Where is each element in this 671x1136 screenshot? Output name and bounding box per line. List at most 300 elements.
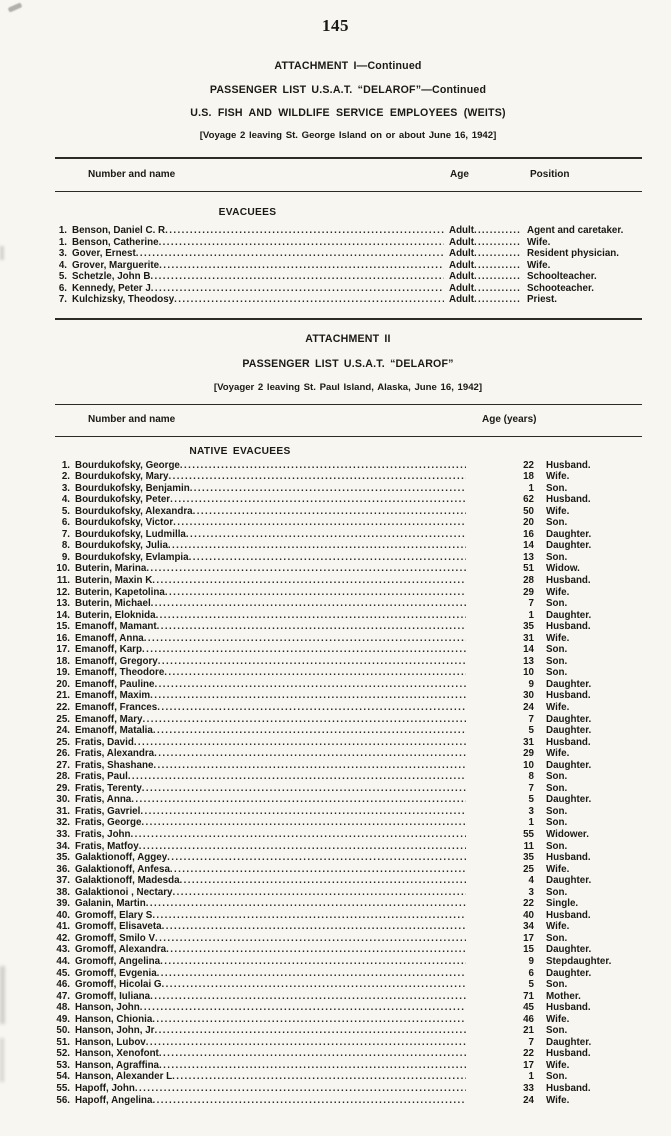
- age-value: Adult: [449, 259, 475, 271]
- position-value: Wife.: [527, 236, 551, 248]
- name-cell: [70, 1083, 466, 1095]
- age-value: 29: [523, 748, 534, 760]
- dot-leader: [157, 702, 466, 714]
- row-number: 30.: [56, 794, 70, 806]
- passenger-name: Fratis, Paul: [75, 771, 128, 783]
- name-cell: [70, 806, 466, 818]
- dot-leader: [157, 621, 466, 633]
- dot-leader: [160, 956, 466, 968]
- table-row: [0, 248, 671, 260]
- name-cell: [70, 1071, 466, 1083]
- relation-value: Son.: [546, 886, 568, 898]
- name-cell: [70, 667, 466, 679]
- table-row: [0, 1002, 671, 1014]
- name-cell: [70, 610, 466, 622]
- name-cell: [70, 656, 466, 668]
- dot-leader: [170, 494, 466, 506]
- name-cell: [70, 1060, 466, 1072]
- dot-leader: [151, 283, 444, 295]
- row-number: 6.: [61, 517, 70, 529]
- row-number: 13.: [56, 598, 70, 610]
- age-value: 18: [523, 471, 534, 483]
- passenger-name: Bourdukofsky, Ludmilla: [75, 528, 186, 540]
- name-cell: [70, 494, 466, 506]
- passenger-name: Hanson, John, Jr: [75, 1025, 155, 1037]
- dot-leader: [168, 471, 466, 483]
- age-value: 9: [528, 678, 534, 690]
- row-number: 2.: [61, 471, 70, 483]
- relation-value: Daughter.: [546, 609, 592, 621]
- relation-value: Widow.: [546, 563, 580, 575]
- name-cell: [70, 864, 466, 876]
- dot-leader: [173, 517, 466, 529]
- relation-value: Daughter.: [546, 678, 592, 690]
- passenger-name: Bourdukofsky, George: [75, 459, 180, 471]
- name-cell: [70, 817, 466, 829]
- passenger-name: Gromoff, Evgenia: [75, 967, 157, 979]
- relation-value: Son.: [546, 517, 568, 529]
- position-value: Schoolteacher.: [527, 271, 597, 282]
- passenger-name: Bourdukofsky, Alexandra: [75, 505, 193, 517]
- table-row: [0, 887, 671, 899]
- age-value: Adult: [449, 236, 475, 248]
- name-cell: [70, 460, 466, 472]
- name-cell: [70, 506, 466, 518]
- name-cell: [70, 725, 466, 737]
- table-row: [0, 771, 671, 783]
- relation-value: Wife.: [546, 748, 570, 760]
- attachment2-note: [Voyager 2 leaving St. Paul Island, Alaska, June 16, 1942]: [213, 381, 483, 393]
- dot-leader: [172, 887, 466, 899]
- passenger-name: Buterin, Michael: [75, 598, 151, 610]
- age-value: Adult: [449, 282, 475, 294]
- table-row: [0, 237, 671, 249]
- name-cell: [70, 1002, 466, 1014]
- dot-leader: [152, 1095, 466, 1107]
- row-number: 26.: [56, 748, 70, 760]
- passenger-name: Gromoff, Iuliana: [75, 990, 151, 1002]
- relation-value: Daughter.: [546, 725, 592, 737]
- row-number: 46.: [56, 979, 70, 991]
- dot-leader: [159, 260, 444, 272]
- age-value: 50: [523, 505, 534, 517]
- row-number: 18.: [56, 655, 70, 667]
- relation-value: Wife.: [546, 921, 570, 933]
- passenger-name: Hanson, Chionia: [75, 1013, 153, 1025]
- name-cell: [70, 529, 466, 541]
- table-row: [0, 737, 671, 749]
- table-row: [0, 817, 671, 829]
- row-number: 44.: [56, 956, 70, 968]
- row-number: 17.: [56, 644, 70, 656]
- name-cell: [67, 271, 444, 283]
- name-cell: [70, 875, 466, 887]
- table-row: [0, 1014, 671, 1026]
- name-cell: [70, 540, 466, 552]
- passenger-name: Emanoff, Gregory: [75, 655, 158, 667]
- name-cell: [70, 760, 466, 772]
- table-row: [0, 760, 671, 772]
- age-value: 3: [528, 886, 534, 898]
- passenger-name: Fratis, David: [75, 736, 134, 748]
- age-value: 62: [523, 494, 534, 506]
- relation-value: Stepdaughter.: [546, 956, 612, 968]
- relation-value: Wife.: [546, 1059, 570, 1071]
- relation-value: Wife.: [546, 632, 570, 644]
- name-cell: [70, 471, 466, 483]
- row-number: 10.: [56, 563, 70, 575]
- row-number: 34.: [56, 840, 70, 852]
- row-number: 37.: [56, 875, 70, 887]
- relation-value: Husband.: [546, 621, 591, 633]
- relation-value: Son.: [546, 932, 568, 944]
- dot-leader: [162, 921, 466, 933]
- age-cell: [449, 294, 521, 306]
- relation-value: Widower.: [546, 829, 589, 840]
- name-cell: [70, 1025, 466, 1037]
- age-value: 11: [523, 840, 534, 852]
- relation-value: Husband.: [546, 1083, 591, 1095]
- table-row: [0, 991, 671, 1003]
- age-value: 20: [523, 517, 534, 529]
- row-number: 39.: [56, 898, 70, 910]
- age-value: 5: [528, 979, 534, 991]
- relation-value: Son.: [546, 551, 568, 563]
- row-number: 41.: [56, 921, 70, 933]
- table-row: [0, 1037, 671, 1049]
- name-cell: [70, 852, 466, 864]
- name-cell: [70, 887, 466, 899]
- name-cell: [67, 225, 444, 237]
- age-value: 15: [523, 944, 534, 956]
- table-row: [0, 260, 671, 272]
- row-number: 29.: [56, 782, 70, 794]
- table-row: [0, 1048, 671, 1060]
- name-cell: [70, 483, 466, 495]
- attachment1-employees-line: U.S. FISH AND WILDLIFE SERVICE EMPLOYEES (WEITS): [190, 107, 506, 119]
- table-row: [0, 225, 671, 237]
- name-cell: [70, 1048, 466, 1060]
- name-cell: [70, 552, 466, 564]
- dot-leader: [172, 1071, 466, 1083]
- row-number: 27.: [56, 759, 70, 771]
- attachment2-subtitle: PASSENGER LIST U.S.A.T. “DELAROF”: [242, 357, 454, 370]
- age-value: 28: [523, 574, 534, 586]
- name-cell: [70, 910, 466, 922]
- age-cell: [449, 271, 521, 283]
- row-number: 40.: [56, 909, 70, 921]
- row-number: 16.: [56, 632, 70, 644]
- table-row: [0, 494, 671, 506]
- age-value: 25: [523, 863, 534, 875]
- dot-leader: [150, 690, 466, 702]
- passenger-name: Emanoff, Mamant: [75, 621, 157, 633]
- table-row: [0, 283, 671, 295]
- dot-leader: [474, 248, 521, 260]
- name-cell: [70, 991, 466, 1003]
- age-value: 35: [523, 621, 534, 633]
- age-value: 7: [528, 1036, 534, 1048]
- age-value: 22: [523, 1048, 534, 1060]
- dot-leader: [474, 283, 521, 295]
- age-value: 24: [523, 1094, 534, 1106]
- name-cell: [70, 679, 466, 691]
- age-cell: [449, 248, 521, 260]
- row-number: 25.: [56, 736, 70, 748]
- table-row: [0, 841, 671, 853]
- passenger-name: Gromoff, Alexandra: [75, 944, 167, 956]
- table-row: [0, 1060, 671, 1072]
- age-value: 10: [523, 759, 534, 771]
- row-number: 11.: [56, 574, 70, 586]
- relation-value: Son.: [546, 817, 568, 829]
- dot-leader: [134, 737, 466, 749]
- passenger-name: Gromoff, Elisaveta: [75, 921, 162, 933]
- passenger-name: Hapoff, Angelina: [75, 1094, 153, 1106]
- table-row: [0, 898, 671, 910]
- age-value: 1: [528, 1071, 534, 1083]
- age-value: 5: [528, 725, 534, 737]
- relation-value: Husband.: [546, 736, 591, 748]
- dot-leader: [474, 271, 521, 283]
- position-value: Agent and caretaker.: [527, 225, 624, 236]
- dot-leader: [154, 679, 466, 691]
- dot-leader: [141, 817, 466, 829]
- relation-value: Son.: [546, 782, 568, 794]
- attachment1-title: ATTACHMENT I—Continued: [274, 60, 422, 72]
- dot-leader: [159, 1048, 466, 1060]
- passenger-name: Hanson, Xenofont: [75, 1048, 159, 1060]
- row-number: 14.: [56, 609, 70, 621]
- dot-leader: [164, 667, 466, 679]
- name-cell: [67, 248, 444, 260]
- passenger-name: Emanoff, Matalia: [75, 725, 153, 737]
- table1-rows: [0, 225, 671, 306]
- row-number: 4.: [61, 494, 70, 506]
- relation-value: Daughter.: [546, 944, 592, 956]
- row-number: 45.: [56, 967, 70, 979]
- attachment1-note: [Voyage 2 leaving St. George Island on or about June 16, 1942]: [199, 130, 497, 141]
- table-row: [0, 529, 671, 541]
- age-value: 46: [523, 1013, 534, 1025]
- age-value: 16: [523, 528, 534, 540]
- table-row: [0, 702, 671, 714]
- row-number: 12.: [56, 586, 70, 598]
- age-value: 24: [523, 701, 534, 713]
- dot-leader: [162, 979, 466, 991]
- dot-leader: [165, 587, 466, 599]
- age-value: 7: [528, 782, 534, 794]
- relation-value: Son.: [546, 979, 568, 991]
- row-number: 56.: [56, 1094, 70, 1106]
- dot-leader: [153, 760, 466, 772]
- dot-leader: [144, 633, 466, 645]
- table1-header: [0, 169, 671, 181]
- name-cell: [70, 702, 466, 714]
- table-row: [0, 460, 671, 472]
- relation-value: Husband.: [546, 1048, 591, 1060]
- relation-value: Husband.: [546, 852, 591, 864]
- dot-leader: [128, 771, 466, 783]
- dot-leader: [168, 540, 466, 552]
- table-row: [0, 679, 671, 691]
- row-number: 4.: [58, 259, 67, 271]
- relation-value: Husband.: [546, 494, 591, 506]
- passenger-name: Bourdukofsky, Victor: [75, 517, 174, 529]
- age-cell: [449, 260, 521, 272]
- passenger-name: Fratis, Gavriel: [75, 805, 141, 817]
- dot-leader: [150, 271, 444, 283]
- row-number: 6.: [58, 282, 67, 294]
- row-number: 49.: [56, 1013, 70, 1025]
- relation-value: Son.: [546, 644, 568, 656]
- table-row: [0, 1095, 671, 1107]
- passenger-name: Kennedy, Peter J: [72, 282, 151, 294]
- horizontal-rule: [55, 436, 642, 437]
- age-value: 10: [523, 667, 534, 679]
- dot-leader: [153, 725, 466, 737]
- age-value: 29: [523, 586, 534, 598]
- dot-leader: [157, 968, 466, 980]
- dot-leader: [180, 875, 466, 887]
- table-row: [0, 517, 671, 529]
- relation-value: Wife.: [546, 1094, 570, 1106]
- dot-leader: [154, 1025, 466, 1037]
- age-value: 17: [523, 1059, 534, 1071]
- age-cell: [449, 237, 521, 249]
- dot-leader: [167, 852, 466, 864]
- relation-value: Husband.: [546, 909, 591, 921]
- age-value: 13: [523, 655, 534, 667]
- dot-leader: [139, 841, 466, 853]
- age-value: 21: [523, 1025, 534, 1037]
- age-value: 71: [523, 990, 534, 1002]
- dot-leader: [135, 1083, 466, 1095]
- horizontal-rule: [55, 157, 642, 159]
- name-cell: [70, 1095, 466, 1107]
- age-value: 9: [528, 956, 534, 968]
- age-value: 1: [528, 817, 534, 829]
- column-header-number-and-name: Number and name: [88, 413, 176, 425]
- passenger-name: Bourdukofsky, Peter: [75, 494, 171, 506]
- passenger-name: Emanoff, Karp: [75, 644, 142, 656]
- table-row: [0, 956, 671, 968]
- dot-leader: [131, 794, 466, 806]
- age-value: 4: [528, 875, 534, 887]
- passenger-name: Kulchizsky, Theodosy: [72, 294, 175, 305]
- relation-value: Son.: [546, 771, 568, 783]
- table-row: [0, 621, 671, 633]
- relation-value: Daughter.: [546, 528, 592, 540]
- name-cell: [70, 598, 466, 610]
- dot-leader: [151, 598, 466, 610]
- row-number: 28.: [56, 771, 70, 783]
- passenger-name: Gromoff, Hicolai G: [75, 979, 162, 991]
- table-row: [0, 644, 671, 656]
- passenger-name: Gromoff, Smilo V: [75, 932, 156, 944]
- relation-value: Son.: [546, 482, 568, 494]
- name-cell: [70, 517, 466, 529]
- dot-leader: [159, 1060, 466, 1072]
- passenger-name: Bourdukofsky, Julia: [75, 540, 168, 552]
- row-number: 53.: [56, 1059, 70, 1071]
- dot-leader: [189, 552, 466, 564]
- row-number: 5.: [58, 271, 67, 282]
- age-value: 7: [528, 598, 534, 610]
- table-row: [0, 794, 671, 806]
- passenger-name: Hanson, John: [75, 1002, 140, 1014]
- table-row: [0, 921, 671, 933]
- table-row: [0, 1071, 671, 1083]
- table-row: [0, 552, 671, 564]
- dot-leader: [166, 944, 466, 956]
- passenger-name: Fratis, John: [75, 829, 131, 840]
- table-row: [0, 1083, 671, 1095]
- row-number: 3.: [61, 482, 70, 494]
- table-row: [0, 483, 671, 495]
- dot-leader: [186, 529, 466, 541]
- column-header-number-and-name: Number and name: [88, 169, 176, 180]
- age-value: 13: [523, 551, 534, 563]
- row-number: 48.: [56, 1002, 70, 1014]
- relation-value: Wife.: [546, 586, 570, 598]
- name-cell: [70, 898, 466, 910]
- row-number: 15.: [56, 621, 70, 633]
- relation-value: Daughter.: [546, 794, 592, 806]
- age-value: 45: [523, 1002, 534, 1014]
- table-row: [0, 563, 671, 575]
- passenger-name: Buterin, Eloknida: [75, 609, 156, 621]
- relation-value: Son.: [546, 805, 568, 817]
- table-row: [0, 598, 671, 610]
- age-value: 31: [523, 632, 534, 644]
- table-row: [0, 575, 671, 587]
- relation-value: Wife.: [546, 1013, 570, 1025]
- relation-value: Son.: [546, 1071, 568, 1083]
- name-cell: [70, 841, 466, 853]
- row-number: 7.: [61, 528, 70, 540]
- passenger-name: Fratis, Terenty: [75, 782, 142, 794]
- age-value: 1: [528, 482, 534, 494]
- passenger-name: Emanoff, Maxim: [75, 690, 151, 702]
- table-row: [0, 806, 671, 818]
- passenger-name: Hanson, Alexander L: [75, 1071, 173, 1083]
- passenger-name: Galaktionoi , Nectary: [75, 886, 173, 898]
- passenger-name: Bourdukofsky, Mary: [75, 471, 169, 483]
- attachment2-title: ATTACHMENT II: [305, 332, 391, 345]
- row-number: 47.: [56, 990, 70, 1002]
- row-number: 8.: [61, 540, 70, 552]
- passenger-name: Schetzle, John B: [72, 271, 151, 282]
- row-number: 24.: [56, 725, 70, 737]
- dot-leader: [140, 806, 466, 818]
- dot-leader: [150, 991, 466, 1003]
- dot-leader: [143, 714, 466, 726]
- passenger-name: Hanson, Agraffina: [75, 1059, 160, 1071]
- table-row: [0, 714, 671, 726]
- passenger-name: Emanoff, Frances: [75, 701, 158, 713]
- row-number: 19.: [56, 667, 70, 679]
- dot-leader: [174, 294, 444, 306]
- table-row: [0, 587, 671, 599]
- name-cell: [70, 944, 466, 956]
- name-cell: [67, 237, 444, 249]
- name-cell: [70, 1037, 466, 1049]
- passenger-name: Galaktionoff, Madesda: [75, 875, 180, 887]
- dot-leader: [474, 260, 521, 272]
- table-row: [0, 633, 671, 645]
- relation-value: Son.: [546, 1025, 568, 1037]
